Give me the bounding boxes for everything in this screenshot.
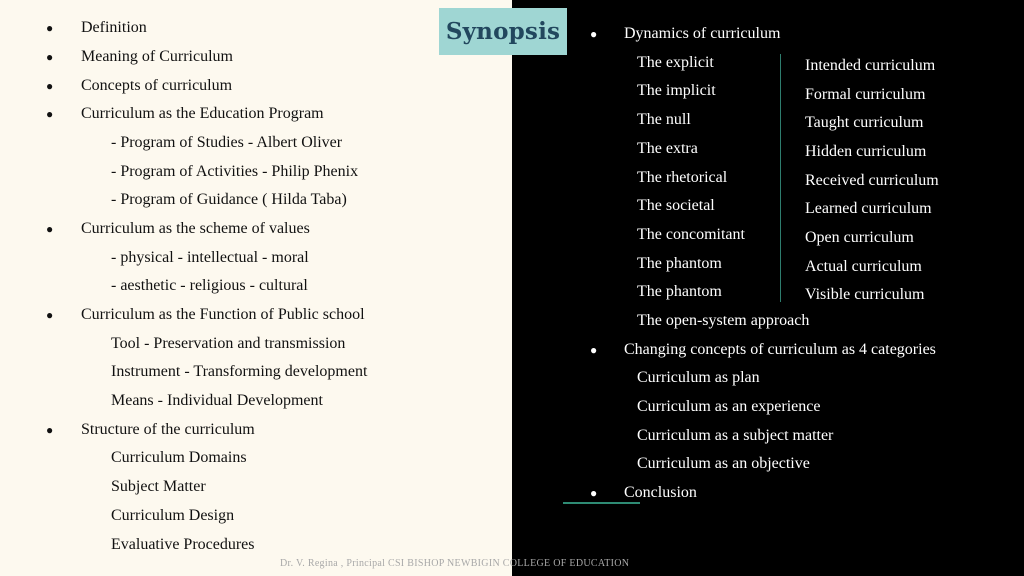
- item-concepts: Concepts of curriculum: [81, 77, 233, 94]
- dynamics-type: The phantom: [637, 283, 722, 300]
- bullet-icon: ●: [46, 423, 54, 437]
- sub-item: Means - Individual Development: [111, 392, 323, 409]
- dynamics-type: The extra: [637, 140, 698, 157]
- item-structure: Structure of the curriculum: [81, 421, 255, 438]
- bullet-icon: ●: [46, 21, 54, 35]
- bullet-icon: ●: [46, 222, 54, 236]
- curriculum-type: Visible curriculum: [805, 286, 925, 303]
- bullet-icon: ●: [46, 50, 54, 64]
- bullet-icon: ●: [46, 308, 54, 322]
- column-divider: [780, 54, 781, 302]
- sub-item: Curriculum Design: [111, 507, 235, 524]
- item-conclusion: Conclusion: [624, 484, 697, 501]
- item-dynamics: Dynamics of curriculum: [624, 25, 781, 42]
- sub-item: Tool - Preservation and transmission: [111, 335, 346, 352]
- item-definition: Definition: [81, 19, 147, 36]
- dynamics-type: The null: [637, 111, 691, 128]
- dynamics-type: The explicit: [637, 54, 714, 71]
- sub-item: Curriculum as plan: [637, 369, 760, 386]
- bullet-icon: ●: [590, 486, 598, 500]
- curriculum-type: Formal curriculum: [805, 86, 926, 103]
- dynamics-type: The concomitant: [637, 226, 745, 243]
- item-scheme-of-values: Curriculum as the scheme of values: [81, 220, 310, 237]
- sub-item: - physical - intellectual - moral: [111, 249, 309, 266]
- curriculum-type: Actual curriculum: [805, 258, 922, 275]
- item-public-school: Curriculum as the Function of Public school: [81, 306, 365, 323]
- bullet-icon: ●: [46, 79, 54, 93]
- curriculum-type: Taught curriculum: [805, 114, 924, 131]
- dynamics-type: The societal: [637, 197, 715, 214]
- sub-item: - Program of Activities - Philip Phenix: [111, 163, 359, 180]
- sub-item: Curriculum Domains: [111, 449, 247, 466]
- right-panel: [512, 0, 1024, 576]
- sub-item: Curriculum as an experience: [637, 398, 821, 415]
- dynamics-type: The phantom: [637, 255, 722, 272]
- synopsis-title: Synopsis: [439, 8, 567, 55]
- open-system-approach: The open-system approach: [637, 312, 810, 329]
- dynamics-type: The rhetorical: [637, 169, 728, 186]
- curriculum-type: Received curriculum: [805, 172, 939, 189]
- item-meaning: Meaning of Curriculum: [81, 48, 233, 65]
- sub-item: Curriculum as a subject matter: [637, 427, 834, 444]
- item-changing-concepts: Changing concepts of curriculum as 4 categories: [624, 341, 936, 358]
- curriculum-type: Open curriculum: [805, 229, 914, 246]
- curriculum-type: Learned curriculum: [805, 200, 932, 217]
- curriculum-type: Intended curriculum: [805, 57, 936, 74]
- item-education-program: Curriculum as the Education Program: [81, 105, 324, 122]
- bullet-icon: ●: [46, 107, 54, 121]
- sub-item: - Program of Studies - Albert Oliver: [111, 134, 343, 151]
- footer-credit: Dr. V. Regina , Principal CSI BISHOP NEWBIGIN COLLEGE OF EDUCATION: [280, 558, 630, 569]
- sub-item: - aesthetic - religious - cultural: [111, 277, 308, 294]
- sub-item: Evaluative Procedures: [111, 536, 255, 553]
- sub-item: Curriculum as an objective: [637, 455, 810, 472]
- sub-item: Instrument - Transforming development: [111, 363, 368, 380]
- dynamics-type: The implicit: [637, 82, 716, 99]
- bullet-icon: ●: [590, 343, 598, 357]
- sub-item: Subject Matter: [111, 478, 206, 495]
- bullet-icon: ●: [590, 27, 598, 41]
- curriculum-type: Hidden curriculum: [805, 143, 927, 160]
- conclusion-underline: [563, 502, 640, 504]
- sub-item: - Program of Guidance ( Hilda Taba): [111, 191, 347, 208]
